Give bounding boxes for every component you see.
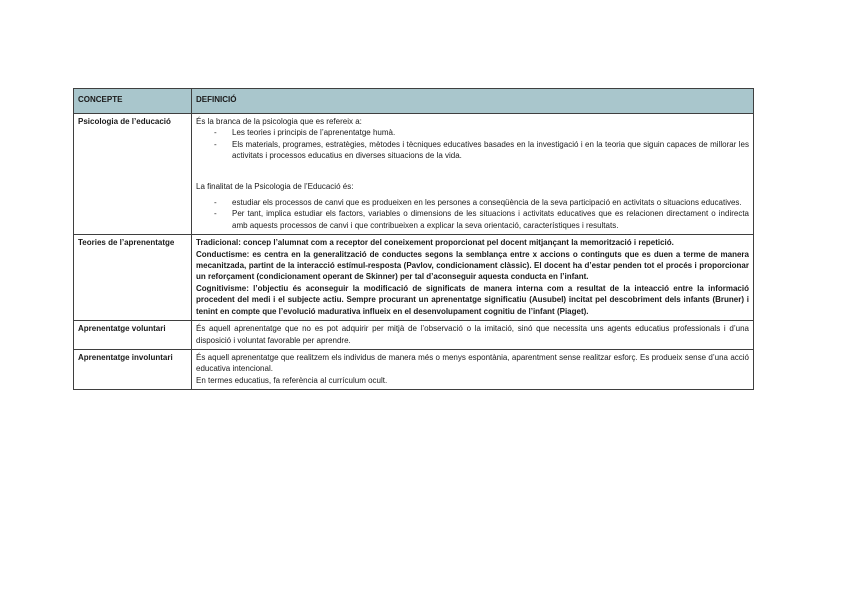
definition-paragraph: És aquell aprenentatge que no es pot adquirir per mitjà de l’observació o la imitació, sinó que necessita uns agents educatius professionals i d’una disposició i voluntat favorable per aprendre. [196, 324, 749, 345]
definition-list [196, 127, 749, 161]
definition-intro: És la branca de la psicologia que es refereix a: [196, 117, 362, 126]
list-item: - estudiar els processos de canvi que es produeixen en les persones a conseqüència de la seva participació en activitats o situacions educatives. [232, 197, 749, 208]
definition-cell [192, 114, 754, 235]
concept-cell: Aprenentatge involuntari [74, 349, 192, 389]
table-header-row [74, 89, 754, 114]
table-row [74, 235, 754, 321]
definition-paragraph: En termes educatius, fa referència al currículum ocult. [196, 375, 388, 385]
concept-table [73, 88, 754, 390]
concept-cell: Teories de l’aprenentatge [74, 235, 192, 321]
definition-paragraph: Cognitivisme: l’objectiu és aconseguir la modificació de significats de manera interna com a resultat de la inteacció entre la informació procedent del medi i el subjecte actiu. Sempre procurant un aprenentatge significatiu (Ausubel) incitat pel descobriment dels infants (Bruner) i tenint en compte que l’evolució madurativa influeix en el desenvolupament cognitiu de l’infant (Piaget). [196, 283, 749, 316]
header-concepte: CONCEPTE [74, 89, 192, 114]
table-row [74, 114, 754, 235]
table-row [74, 349, 754, 389]
definition-paragraph: És aquell aprenentatge que realitzem els individus de manera més o menys espontània, aparentment sense realitzar esforç. Es produeix sense d’una acció educativa intencional. [196, 352, 749, 374]
list-item: - Els materials, programes, estratègies, mètodes i tècniques educatives basades en la investigació i en la teoria que siguin capaces de millorar les activitats i processos educatius en diverses situacions de la vida. [232, 139, 749, 162]
definition-paragraph: Conductisme: es centra en la generalització de conductes segons la semblança entre x accions o continguts que es duen a terme de manera mecanitzada, partint de la interacció estímul-resposta (Pavlov, condicionament clàssic). El docent ha d’estar penden tot el procés i proporcionar un reforçament (condicionament operant de Skinner) per tal d’aconseguir aquesta conducta en l’infant. [196, 249, 749, 282]
definition-cell [192, 349, 754, 389]
definition-intro: La finalitat de la Psicologia de l’Educació és: [196, 181, 354, 191]
list-item: - Per tant, implica estudiar els factors, variables o dimensions de les situacions i activitats educatives que es relacionen directament o indirecta amb aquests processos de canvi i que contribueixen a explicar la seva orientació, característiques i resultats. [232, 208, 749, 231]
concept-cell: Aprenentatge voluntari [74, 321, 192, 350]
definition-cell [192, 321, 754, 350]
table-row [74, 321, 754, 350]
header-definicio: DEFINICIÓ [192, 89, 754, 114]
definition-cell [192, 235, 754, 321]
concept-cell: Psicologia de l’educació [74, 114, 192, 235]
definition-paragraph: Tradicional: concep l’alumnat com a receptor del coneixement proporcionat pel docent mitjançant la memorització i repetició. [196, 238, 674, 248]
definition-list [196, 197, 749, 231]
list-item: - Les teories i principis de l’aprenentatge humà. [232, 127, 749, 138]
